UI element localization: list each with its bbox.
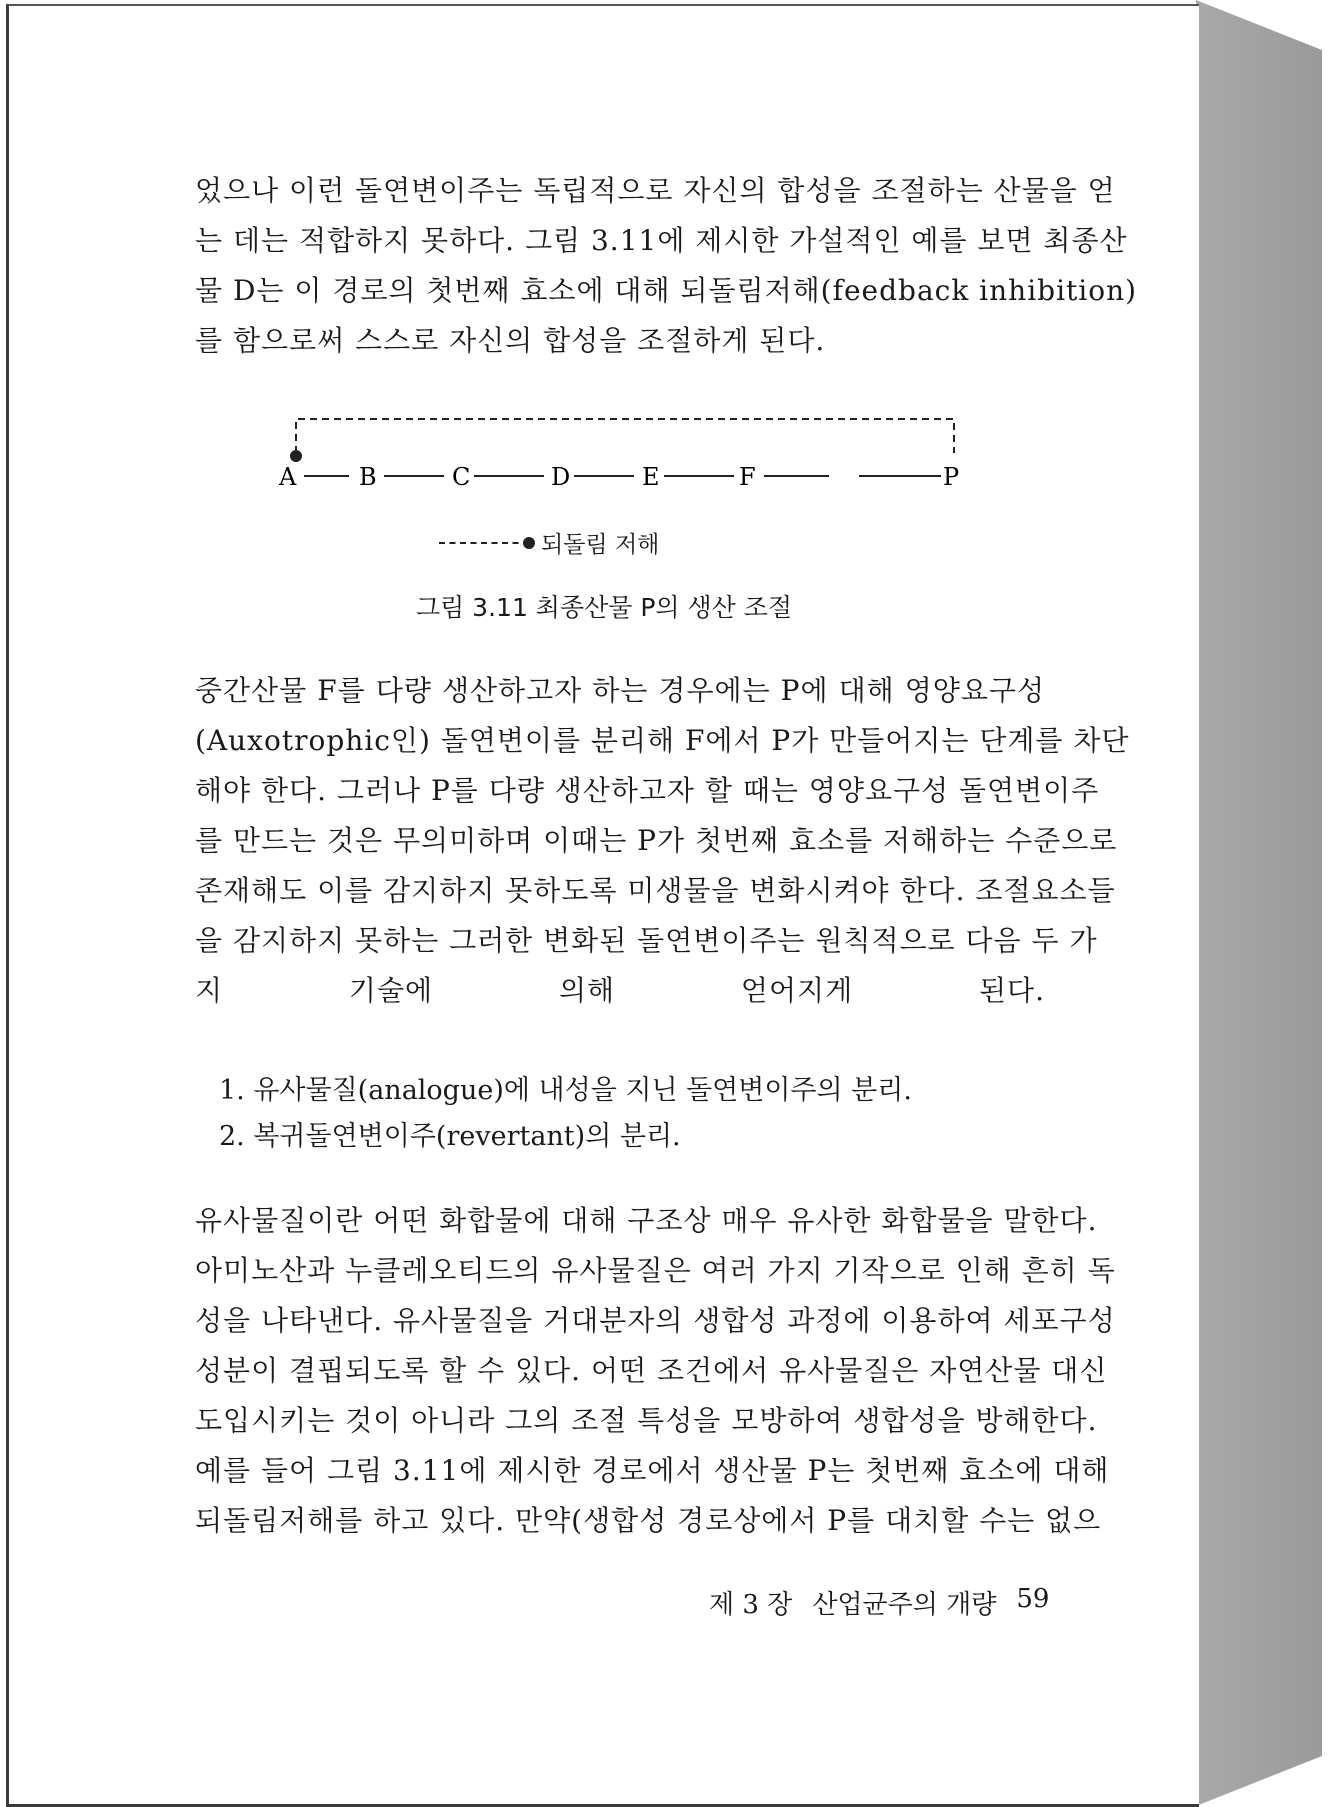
node-c: C: [452, 463, 471, 491]
node-p: P: [943, 463, 960, 491]
book-edge: [1196, 0, 1322, 1806]
text-line: 성분이 결핍되도록 할 수 있다. 어떤 조건에서 유사물질은 자연산물 대신: [195, 1354, 1108, 1387]
text-line: 중간산물 F를 다량 생산하고자 하는 경우에는 P에 대해 영양요구성: [195, 674, 1045, 707]
text-line: 를 함으로써 스스로 자신의 합성을 조절하게 된다.: [195, 324, 826, 357]
book-edge-bottom: [1196, 1756, 1322, 1806]
paragraph-1: [195, 166, 1138, 366]
legend-dashed-symbol: [439, 542, 529, 544]
chapter-title: 산업균주의 개량: [812, 1590, 997, 1620]
text-line: 었으나 이런 돌연변이주는 독립적으로 자신의 합성을 조절하는 산물을 얻: [195, 174, 1116, 207]
list-item: 2. 복귀돌연변이주(revertant)의 분리.: [219, 1121, 681, 1152]
text-line: 예를 들어 그림 3.11에 제시한 경로에서 생산물 P는 첫번째 효소에 대해: [195, 1454, 1110, 1487]
legend-label: 되돌림 저해: [541, 532, 660, 558]
technique-list: [219, 1068, 912, 1160]
node-b: B: [359, 463, 377, 491]
chapter-label: 제 3 장: [709, 1590, 793, 1620]
feedback-dot: [290, 450, 302, 462]
text-line: 성을 나타낸다. 유사물질을 거대분자의 생합성 과정에 이용하여 세포구성: [195, 1304, 1116, 1337]
text-line: 물 D는 이 경로의 첫번째 효소에 대해 되돌림저해(feedback inhibition): [195, 274, 1138, 307]
paragraph-3: [195, 1196, 1116, 1546]
text-line: (Auxotrophic인) 돌연변이를 분리해 F에서 P가 만들어지는 단계를 차단: [195, 724, 1130, 757]
text-line: 되돌림저해를 하고 있다. 만약(생합성 경로상에서 P를 대치할 수는 없으: [195, 1504, 1102, 1537]
book-edge-top: [1196, 0, 1322, 50]
node-e: E: [642, 463, 660, 491]
diagram-legend: [439, 526, 659, 559]
node-d: D: [551, 463, 571, 491]
text-line: 해야 한다. 그러나 P를 다량 생산하고자 할 때는 영양요구성 돌연변이주: [195, 774, 1100, 807]
text-line: 를 만드는 것은 무의미하며 이때는 P가 첫번째 효소를 저해하는 수준으로: [195, 824, 1118, 857]
node-a: A: [279, 463, 297, 491]
figure-caption: 그림 3.11 최종산물 P의 생산 조절: [415, 593, 793, 622]
node-f: F: [739, 463, 756, 491]
list-item: 1. 유사물질(analogue)에 내성을 지닌 돌연변이주의 분리.: [219, 1075, 912, 1106]
text-line: 아미노산과 누클레오티드의 유사물질은 여러 가지 기작으로 인해 흔히 독: [195, 1254, 1116, 1287]
page-footer: [709, 1584, 1049, 1621]
page-number: 59: [1016, 1584, 1050, 1614]
text-line: 을 감지하지 못하는 그러한 변화된 돌연변이주는 원칙적으로 다음 두 가: [195, 924, 1098, 957]
text-line: 도입시키는 것이 아니라 그의 조절 특성을 모방하여 생합성을 방해한다.: [195, 1404, 1098, 1437]
paragraph-2: [195, 666, 1130, 1016]
text-line: 유사물질이란 어떤 화합물에 대해 구조상 매우 유사한 화합물을 말한다.: [195, 1204, 1098, 1237]
text-line: 지 기술에 의해 얻어지게 된다.: [195, 974, 1045, 1007]
feedback-line: [296, 419, 954, 453]
book-page: [6, 4, 1199, 1807]
text-line: 는 데는 적합하지 못하다. 그림 3.11에 제시한 가설적인 예를 보면 최종산: [195, 224, 1128, 257]
text-line: 존재해도 이를 감지하지 못하도록 미생물을 변화시켜야 한다. 조절요소들: [195, 874, 1116, 907]
